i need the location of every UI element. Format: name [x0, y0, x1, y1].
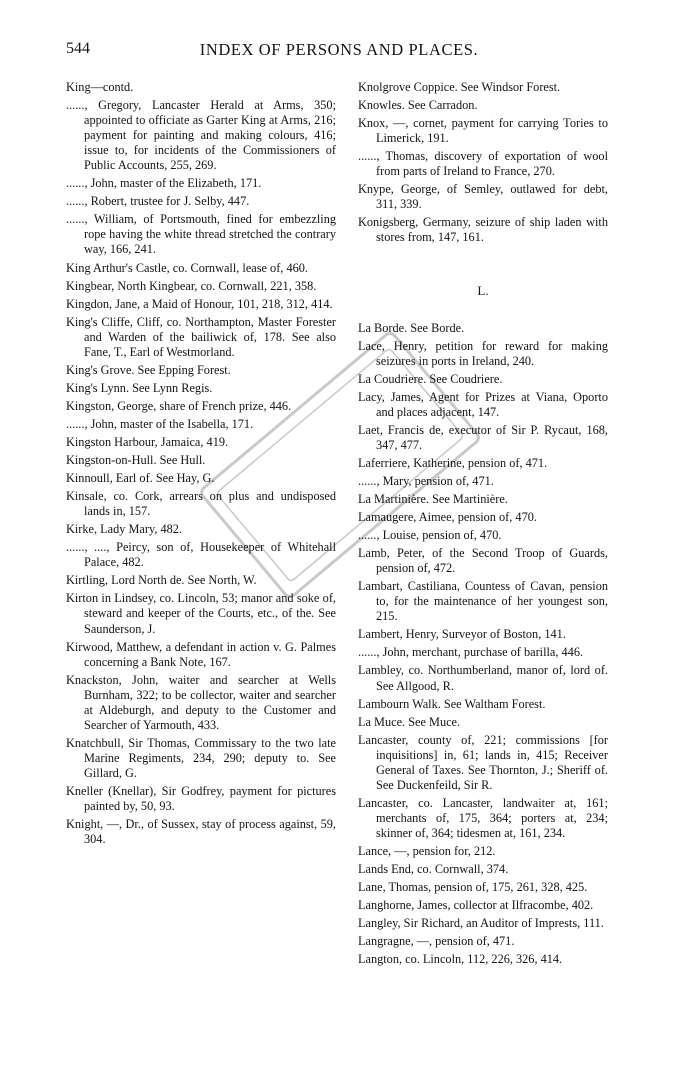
index-entry: Kinsale, co. Cork, arrears on plus and undisposed lands in, 157. — [66, 489, 336, 519]
index-entry: Kingdon, Jane, a Maid of Honour, 101, 218, 312, 414. — [66, 296, 333, 311]
index-entry: Lane, Thomas, pension of, 175, 261, 328, 425. — [358, 880, 588, 895]
index-entry: Lambert, Henry, Surveyor of Boston, 141. — [358, 627, 566, 642]
index-entry: Kinnoull, Earl of. See Hay, G. — [66, 471, 215, 486]
index-entry: ......, Robert, trustee for J. Selby, 447. — [66, 194, 250, 209]
index-entry: Lancaster, co. Lancaster, landwaiter at, 161; merchants of, 175, 364; porters at, 234; skinner of, 364; tidesmen at, 161, 234. — [358, 795, 608, 840]
index-entry: Kingston Harbour, Jamaica, 419. — [66, 434, 229, 449]
index-entry: Kneller (Knellar), Sir Godfrey, payment for pictures painted by, 50, 93. — [66, 783, 336, 814]
index-entry: Kirwood, Matthew, a defendant in action v. G. Palmes concerning a Bank Note, 167. — [66, 639, 336, 669]
index-entry: King Arthur's Castle, co. Cornwall, lease of, 460. — [66, 260, 308, 275]
index-entry: Knox, —, cornet, payment for carrying Tories to Limerick, 191. — [358, 116, 608, 146]
index-entry: ......, John, master of the Elizabeth, 171. — [66, 176, 262, 191]
index-entry: Lambourn Walk. See Waltham Forest. — [358, 696, 546, 711]
index-entry: Lamb, Peter, of the Second Troop of Guards, pension of, 472. — [358, 546, 608, 576]
index-entry: Kirtling, Lord North de. See North, W. — [66, 573, 257, 588]
index-entry: Lands End, co. Cornwall, 374. — [358, 862, 509, 877]
index-entry: Kingston-on-Hull. See Hull. — [66, 453, 206, 468]
index-entry: King—contd. — [66, 80, 134, 94]
index-entry: Lance, —, pension for, 212. — [358, 843, 496, 858]
index-entry: Langton, co. Lincoln, 112, 226, 326, 414. — [358, 952, 563, 967]
index-entry: Kingbear, North Kingbear, co. Cornwall, 221, 358. — [66, 278, 317, 293]
index-entry: Knight, —, Dr., of Sussex, stay of process against, 59, 304. — [66, 817, 336, 847]
index-entry: Laferriere, Katherine, pension of, 471. — [358, 455, 548, 470]
index-entry: Kirton in Lindsey, co. Lincoln, 53; manor and soke of, steward and keeper of the Courts, etc., of the. See Saunderson, J. — [66, 591, 336, 636]
index-entry: Lacy, James, Agent for Prizes at Viana, Oporto and places adjacent, 147. — [358, 389, 608, 419]
index-entry: ......, Louise, pension of, 470. — [358, 528, 502, 543]
left-column — [66, 80, 336, 850]
index-entry: King's Lynn. See Lynn Regis. — [66, 380, 213, 395]
right-column — [358, 80, 608, 970]
index-entry: La Borde. See Borde. — [358, 320, 465, 335]
index-entry: Kingston, George, share of French prize, 446. — [66, 398, 292, 413]
index-entry: Laet, Francis de, executor of Sir P. Rycaut, 168, 347, 477. — [358, 422, 608, 452]
index-entry: Kirke, Lady Mary, 482. — [66, 522, 182, 537]
index-entry: ......, Gregory, Lancaster Herald at Arms, 350; appointed to officiate as Garter King at Arms, 216; payment for painting and making colours, 416; issue to, for incidents of the Commissioners of Public Accounts, 255, 269. — [66, 98, 336, 173]
index-entry: Lamaugere, Aimee, pension of, 470. — [358, 510, 537, 525]
index-entry: Lambart, Castiliana, Countess of Cavan, pension to, for the maintenance of her youngest son, 215. — [358, 579, 608, 624]
index-entry: Langhorne, James, collector at Ilfracombe, 402. — [358, 898, 594, 913]
page-number: 544 — [66, 40, 90, 57]
index-entry: Langragne, —, pension of, 471. — [358, 934, 515, 949]
index-entry: ......, Mary, pension of, 471. — [358, 473, 494, 488]
index-entry: ......, ...., Peircy, son of, Housekeeper of Whitehall Palace, 482. — [66, 540, 336, 570]
index-entry: Knype, George, of Semley, outlawed for debt, 311, 339. — [358, 182, 608, 212]
index-entry: ......, John, master of the Isabella, 171. — [66, 416, 254, 431]
index-entry: Konigsberg, Germany, seizure of ship laden with stores from, 147, 161. — [358, 215, 608, 245]
running-title: INDEX OF PERSONS AND PLACES. — [199, 40, 479, 59]
index-entry: ......, John, merchant, purchase of barilla, 446. — [358, 645, 584, 660]
index-entry: ......, William, of Portsmouth, fined for embezzling rope having the white thread stretched the contrary way, 166, 241. — [66, 212, 336, 257]
index-entry: Lancaster, county of, 221; commissions [for inquisitions] in, 61; lands in, 415; Receiver General of Taxes. See Thornton, J.; Sheriff of. See Duckenfeild, Sir R. — [358, 732, 608, 792]
index-entry: ......, Thomas, discovery of exportation of wool from parts of Ireland to France, 270. — [358, 149, 608, 179]
section-letter-heading: L. — [477, 283, 489, 299]
index-entry: King's Grove. See Epping Forest. — [66, 362, 231, 377]
page-header — [66, 40, 612, 62]
index-entry: Knackston, John, waiter and searcher at Wells Burnham, 322; to be collector, waiter and searcher at Aldeburgh, and deputy to the Customer and Searcher of Yarmouth, 433. — [66, 672, 336, 732]
index-entry: La Martinière. See Martinière. — [358, 491, 508, 506]
index-entry: Langley, Sir Richard, an Auditor of Imprests, 111. — [358, 916, 604, 931]
index-entry: Knowles. See Carradon. — [358, 98, 478, 113]
index-entry: Lambley, co. Northumberland, manor of, lord of. See Allgood, R. — [358, 663, 608, 693]
index-entry: King's Cliffe, Cliff, co. Northampton, Master Forester and Warden of the bailiwick of, 178. See also Fane, T., Earl of Westmorland. — [66, 314, 336, 359]
index-entry: La Muce. See Muce. — [358, 714, 461, 729]
index-entry: Knatchbull, Sir Thomas, Commissary to the two late Marine Regiments, 234, 290; deputy to. See Gillard, G. — [66, 735, 336, 780]
index-entry: La Coudriere. See Coudriere. — [358, 371, 503, 386]
index-entry: Lace, Henry, petition for reward for making seizures in ports in Ireland, 240. — [358, 338, 608, 368]
index-entry: Knolgrove Coppice. See Windsor Forest. — [358, 80, 561, 94]
